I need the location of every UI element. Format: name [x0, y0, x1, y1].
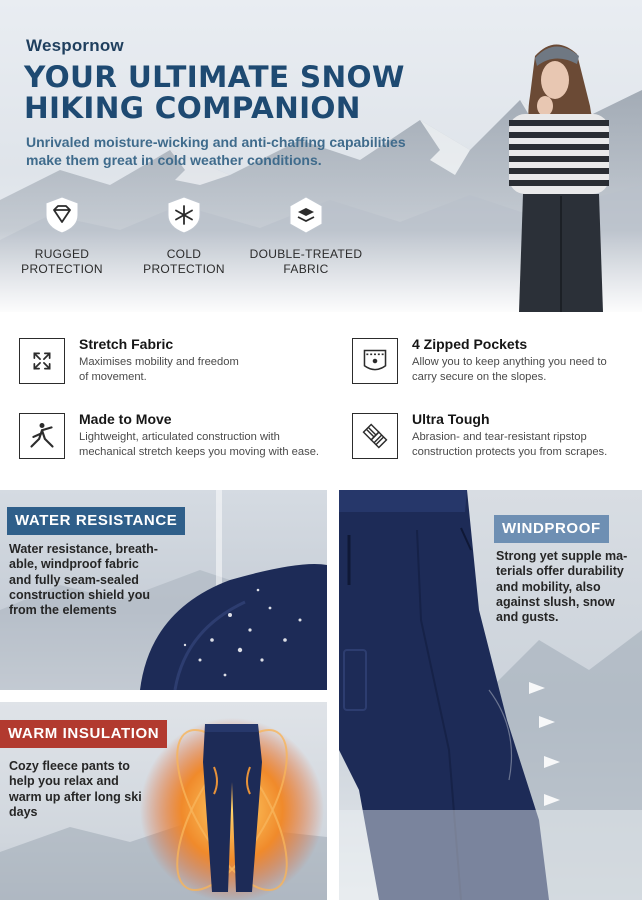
headline-line-1: YOUR ULTIMATE SNOW — [24, 60, 405, 94]
hiker-woman-image — [495, 36, 620, 312]
badge-label-line-2: FABRIC — [283, 262, 329, 276]
page-headline — [24, 62, 464, 124]
layers-hexagon-icon — [287, 195, 325, 235]
feature-description-line-1: Maximises mobility and freedom — [79, 356, 239, 368]
water-line-3: and fully seam-sealed — [9, 572, 139, 587]
yoga-pose-icon — [19, 413, 65, 459]
diamond-shield-icon — [43, 195, 81, 235]
feature-description — [412, 355, 642, 385]
ripstop-icon — [352, 413, 398, 459]
windproof-line-1: Strong yet supple ma- — [496, 549, 628, 563]
warm-insulation-panel — [0, 702, 327, 900]
feature-description — [79, 355, 369, 385]
badge-cold-protection — [124, 195, 244, 277]
badge-rugged-protection — [2, 195, 122, 277]
badge-label — [234, 247, 378, 277]
features-section — [0, 312, 642, 490]
badge-label-line-2: PROTECTION — [143, 262, 225, 276]
badge-label — [124, 247, 244, 277]
badge-label-line-1: DOUBLE-TREATED — [249, 247, 363, 261]
warm-line-4: days — [9, 804, 38, 819]
feature-description-line-1: Lightweight, articulated construction with — [79, 431, 280, 443]
snowflake-shield-icon — [165, 195, 203, 235]
hero-section — [0, 0, 642, 312]
subheadline — [26, 133, 486, 169]
feature-description — [79, 430, 369, 460]
water-resistance-panel — [0, 490, 327, 690]
warm-insulation-text — [9, 759, 169, 820]
water-line-5: from the elements — [9, 603, 117, 618]
water-line-4: construction shield you — [9, 587, 150, 602]
badge-label-line-2: PROTECTION — [21, 262, 103, 276]
zip-pocket-icon — [352, 338, 398, 384]
feature-description-line-2: of movement. — [79, 371, 147, 383]
water-resistance-text — [9, 542, 179, 618]
feature-title: 4 Zipped Pockets — [412, 336, 528, 352]
feature-title: Made to Move — [79, 411, 172, 427]
windproof-tag: WINDPROOF — [494, 515, 609, 543]
windproof-text — [496, 549, 640, 625]
badge-label-line-1: COLD — [166, 247, 202, 261]
feature-description-line-2: carry secure on the slopes. — [412, 371, 547, 383]
brand-logo: Wespornow — [26, 36, 124, 55]
feature-description-line-1: Abrasion- and tear-resistant ripstop — [412, 431, 587, 443]
water-line-1: Water resistance, breath- — [9, 542, 158, 556]
windproof-panel — [339, 490, 642, 900]
feature-description-line-2: mechanical stretch keeps you moving with ease. — [79, 446, 320, 458]
windproof-line-4: against slush, snow — [496, 594, 615, 609]
windproof-line-3: and mobility, also — [496, 579, 601, 594]
subheadline-line-1: Unrivaled moisture-wicking and anti-chaffing capabilities — [26, 134, 406, 150]
warm-line-1: Cozy fleece pants to — [9, 759, 130, 773]
feature-description-line-2: construction protects you from scrapes. — [412, 446, 608, 458]
warm-line-2: help you relax and — [9, 774, 119, 789]
badge-label — [2, 247, 122, 277]
feature-description — [412, 430, 642, 460]
water-line-2: able, windproof fabric — [9, 557, 139, 572]
warm-line-3: warm up after long ski — [9, 789, 142, 804]
warm-insulation-tag: WARM INSULATION — [0, 720, 167, 748]
windproof-line-5: and gusts. — [496, 610, 559, 625]
headline-line-2: HIKING COMPANION — [24, 91, 361, 125]
feature-title: Ultra Tough — [412, 411, 490, 427]
water-resistance-tag: WATER RESISTANCE — [7, 507, 185, 535]
subheadline-line-2: make them great in cold weather conditions. — [26, 152, 322, 168]
windproof-line-2: terials offer durability — [496, 564, 624, 579]
stretch-arrows-icon — [19, 338, 65, 384]
feature-description-line-1: Allow you to keep anything you need to — [412, 356, 607, 368]
badge-double-treated-fabric — [234, 195, 378, 277]
badge-label-line-1: RUGGED — [34, 247, 90, 261]
feature-title: Stretch Fabric — [79, 336, 174, 352]
